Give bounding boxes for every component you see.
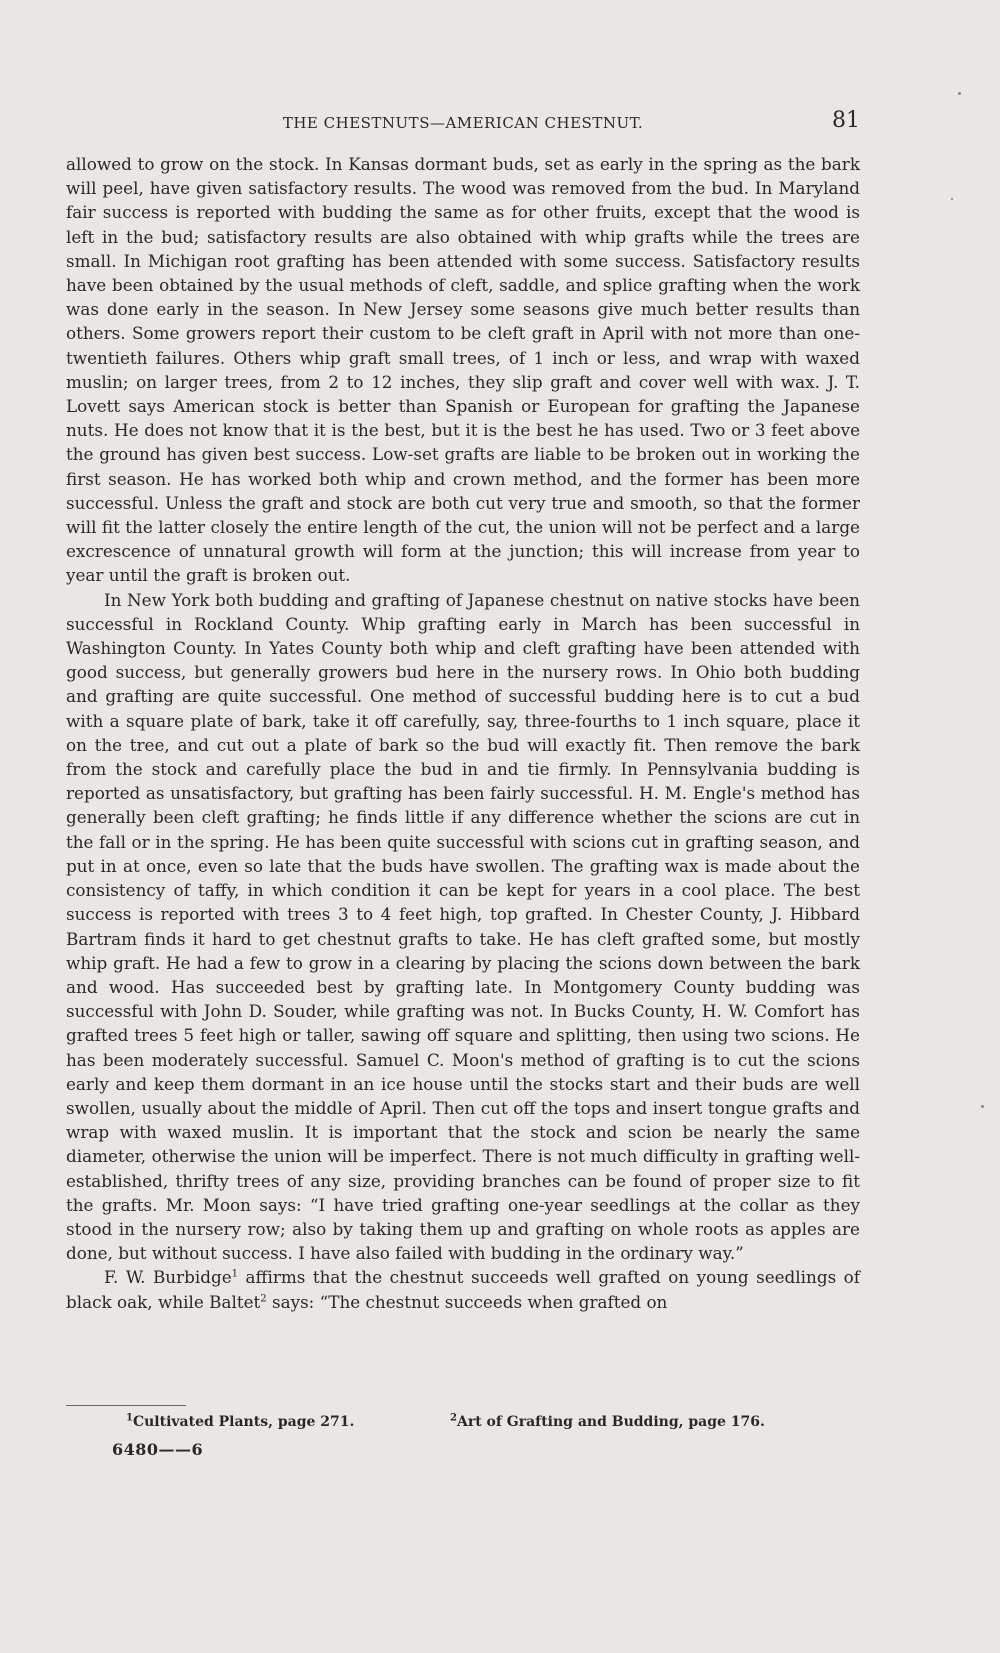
paper-speck: [951, 198, 953, 200]
footnotes: [66, 1414, 860, 1438]
paragraph-3-part-3: says: “The chestnut succeeds when grafted on: [266, 1291, 668, 1312]
page-header: [66, 108, 860, 138]
paragraph-3: [66, 1265, 860, 1313]
paragraph-1: allowed to grow on the stock. In Kansas dormant buds, set as early in the spring as the bark will peel, have given satisfactory results. The wood was removed from the bud. In Maryland fair success is reported with budding the same as for other fruits, except that the wood is left in the bud; satisfactory results are also obtained with whip grafts while the trees are small. In Michigan root grafting has been attended with some success. Satisfactory results have been obtained by the usual methods of cleft, saddle, and splice grafting when the work was done early in the season. In New Jersey some seasons give much better results than others. Some growers report their custom to be cleft graft in April with not more than one-twentieth failures. Others whip graft small trees, of 1 inch or less, and wrap with waxed muslin; on larger trees, from 2 to 12 inches, they slip graft and cover well with wax. J. T. Lovett says American stock is better than Spanish or European for grafting the Japanese nuts. He does not know that it is the best, but it is the best he has used. Two or 3 feet above the ground has given best success. Low-set grafts are liable to be broken out in working the first season. He has worked both whip and crown method, and the former has been more successful. Unless the graft and stock are both cut very true and smooth, so that the former will fit the latter closely the entire length of the cut, the union will not be perfect and a large excrescence of unnatural growth will form at the junction; this will increase from year to year until the graft is broken out.: [66, 154, 860, 586]
footnote-ref-1: 1: [231, 1268, 239, 1280]
paragraph-3-part-1: F. W. Burbidge: [104, 1267, 232, 1288]
paper-speck: [958, 92, 961, 95]
footnote-ref-2: 2: [260, 1292, 267, 1304]
footnote-1-text: Cultivated Plants, page 271.: [132, 1414, 355, 1430]
footnote-2-mark: 2: [450, 1412, 457, 1424]
paragraph-3-part-2: affirms that the chestnut succeeds well grafted on young seedlings of black oak, while Baltet: [66, 1267, 860, 1312]
footnote-1-mark: 1: [126, 1412, 133, 1424]
printer-signature: 6480——6: [112, 1440, 204, 1459]
running-head: THE CHESTNUTS—AMERICAN CHESTNUT.: [282, 114, 644, 132]
paragraph-2: In New York both budding and grafting of Japanese chestnut on native stocks have been successful in Rockland County. Whip grafting early in March has been successful in Washington County. In Yates County both whip and cleft grafting have been attended with good success, but generally growers bud here in the nursery rows. In Ohio both budding and grafting are quite successful. One method of successful budding here is to cut a bud with a square plate of bark, take it off carefully, say, three-fourths to 1 inch square, place it on the tree, and cut out a plate of bark so the bud will exactly fit. Then remove the bark from the stock and carefully place the bud in and tie firmly. In Pennsylvania budding is reported as unsatisfactory, but grafting has been fairly successful. H. M. Engle's method has generally been cleft grafting; he finds little if any difference whether the scions are cut in the fall or in the spring. He has been quite successful with scions cut in grafting season, and put in at once, even so late that the buds have swollen. The grafting wax is made about the consistency of taffy, in which condition it can be kept for years in a cool place. The best success is reported with trees 3 to 4 feet high, top grafted. In Chester County, J. Hibbard Bartram finds it hard to get chestnut grafts to take. He has cleft grafted some, but mostly whip graft. He had a few to grow in a clearing by placing the scions down between the bark and wood. Has succeeded best by grafting late. In Montgomery County budding was successful with John D. Souder, while grafting was not. In Bucks County, H. W. Comfort has grafted trees 5 feet high or taller, sawing off square and splitting, then using two scions. He has been moderately successful. Samuel C. Moon's method of grafting is to cut the scions early and keep them dormant in an ice house until the stocks start and their buds are well swollen, usually about the middle of April. Then cut off the tops and insert tongue grafts and wrap with waxed muslin. It is important that the stock and scion be nearly the same diameter, otherwise the union will be imperfect. There is not much difficulty in grafting well-established, thrifty trees of any size, providing branches can be found of proper size to fit the grafts. Mr. Moon says: “I have tried grafting one-year seedlings at the collar as they stood in the nursery row; also by taking them up and grafting on whole roots as apples are done, but without success. I have also failed with budding in the ordinary way.”: [66, 589, 860, 1264]
footnote-2-text: Art of Grafting and Budding, page 176.: [456, 1414, 765, 1430]
footnote-rule: [66, 1405, 186, 1406]
footnote-2: [450, 1414, 765, 1430]
body-text: [66, 152, 860, 1314]
page-number: 81: [832, 108, 860, 133]
paper-speck: [981, 1105, 984, 1108]
footnote-1: [126, 1414, 354, 1430]
